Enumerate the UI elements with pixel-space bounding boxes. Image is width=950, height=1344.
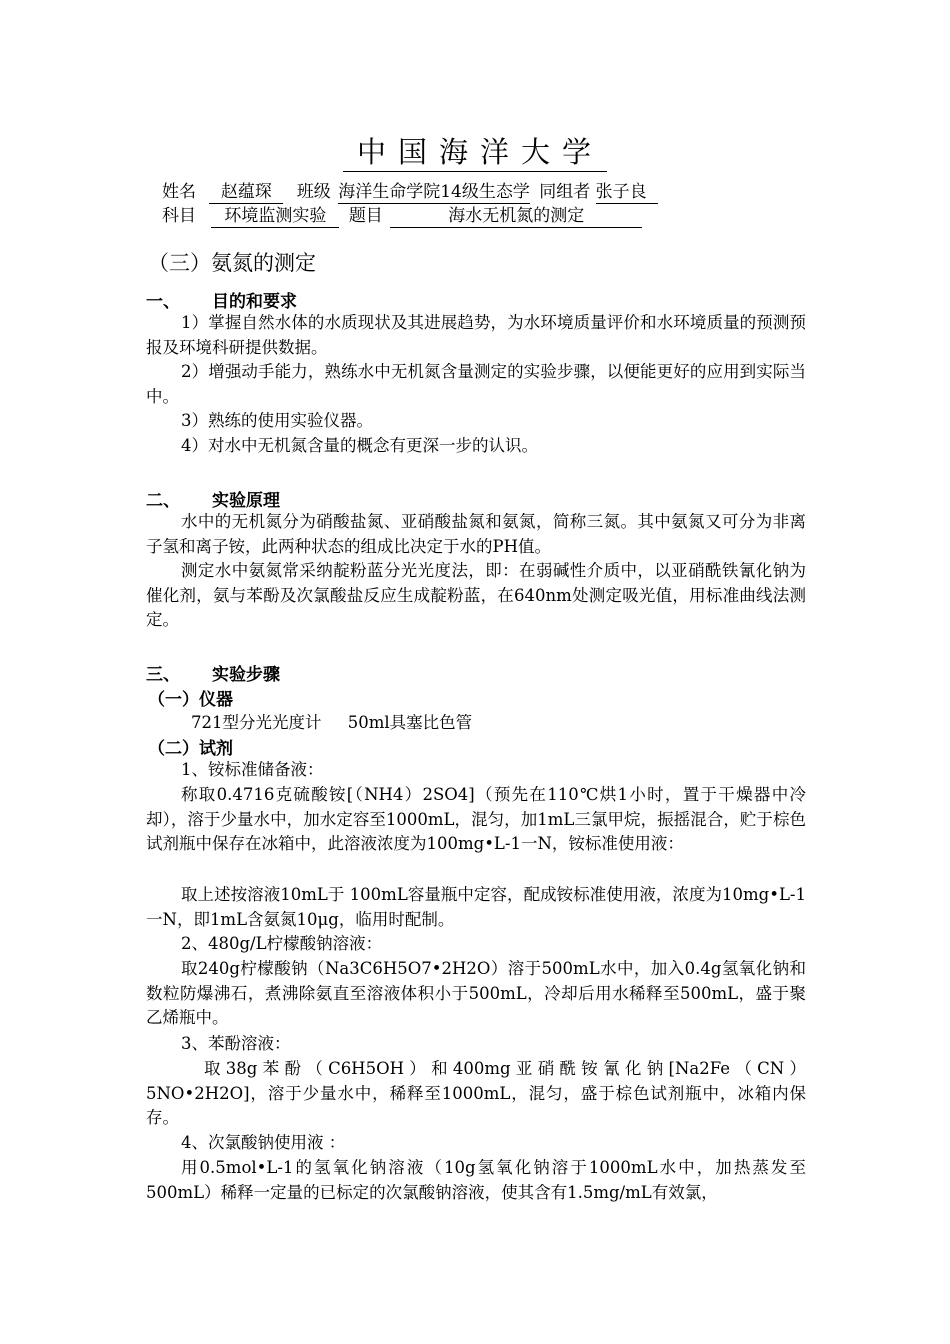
reagent-title: 2、480g/L柠檬酸钠溶液： (181, 934, 383, 953)
instruments-line: 721型分光光度计 50ml具塞比色管 (191, 713, 473, 732)
paragraph: 取38g苯酚（C6H5OH）和400mg亚硝酰铵氰化钠[Na2Fe（CN）5NO•2H2O]，溶于少量水中，稀释至1000mL，混匀，盛于棕色试剂瓶中，冰箱内保存。 (146, 1059, 806, 1127)
subheading-instruments: （一）仪器 (148, 690, 233, 710)
partner-label: 同组者 (539, 182, 591, 202)
paragraph: 水中的无机氮分为硝酸盐氮、亚硝酸盐氮和氨氮，简称三氮。其中氨氮又可分为非离子氢和离子铵，此两种状态的组成比决定于水的PH值。 (146, 512, 806, 556)
paragraph: 取上述按溶液10mL于 100mL容量瓶中定容，配成铵标准使用液，浓度为10mg•L-1一N，即1mL含氨氮10μg，临用时配制。 (146, 885, 806, 929)
class-label: 班级 (296, 182, 331, 202)
class-value: 海洋生命学院14级生态学 (338, 177, 530, 204)
topic-label: 题目 (348, 206, 383, 226)
reagent-title: 3、苯酚溶液： (181, 1034, 291, 1053)
paragraph: 2）增强动手能力，熟练水中无机氮含量测定的实验步骤，以便能更好的应用到实际当中。 (146, 362, 806, 406)
paragraph: 1）掌握自然水体的水质现状及其进展趋势，为水环境质量评价和水环境质量的预测预报及环境科研提供数据。 (146, 313, 806, 357)
paragraph: 3）熟练的使用实验仪器。 (181, 411, 373, 430)
subject-label: 科目 (162, 206, 196, 226)
paragraph: 称取0.4716克硫酸铵[（NH4）2SO4]（预先在110℃烘1小时，置于干燥器中冷却），溶于少量水中，加水定容至1000mL，混匀，加1mL三氯甲烷，振摇混合，贮于棕色试剂瓶中保存在冰箱中，此溶液浓度为100mg•L-1一N，铵标准使用液： (146, 785, 806, 853)
name-label: 姓名 (162, 182, 196, 202)
paragraph: 取240g柠檬酸钠（Na3C6H5O7•2H2O）溶于500mL水中，加入0.4g氢氧化钠和数粒防爆沸石，煮沸除氨直至溶液体积小于500mL，冷却后用水稀释至500mL，盛于聚乙烯瓶中。 (146, 959, 806, 1027)
partner-value: 张子良 (596, 177, 658, 204)
section-heading: （三）氨氮的测定 (148, 251, 316, 275)
university-title (0, 130, 950, 171)
reagent-title: 4、次氯酸钠使用液 ： (181, 1133, 346, 1152)
heading-number: 三、 (146, 665, 180, 685)
info-line-1 (162, 177, 658, 204)
paragraph: 4）对水中无机氮含量的概念有更深一步的认识。 (181, 436, 538, 455)
heading-steps (146, 660, 280, 685)
title-text: 中国海洋大学 (343, 135, 607, 172)
heading-text: 目的和要求 (212, 292, 297, 312)
heading-number: 二、 (146, 491, 180, 511)
paragraph: 用0.5mol•L-1的氢氧化钠溶液（10g氢氧化钠溶于1000mL水中，加热蒸发至500mL）稀释一定量的已标定的次氯酸钠溶液，使其含有1.5mg/mL有效氯， (146, 1158, 806, 1202)
heading-text: 实验原理 (212, 491, 280, 511)
info-line-2 (162, 201, 642, 228)
paragraph: 测定水中氨氮常采纳靛粉蓝分光光度法，即：在弱碱性介质中，以亚硝酰铁氰化钠为催化剂，氨与苯酚及次氯酸盐反应生成靛粉蓝，在640nm处测定吸光值，用标准曲线法测定。 (146, 561, 806, 629)
heading-text: 实验步骤 (212, 665, 280, 685)
reagent-title: 1、铵标准储备液： (181, 760, 324, 779)
heading-number: 一、 (146, 292, 180, 312)
name-value: 赵蕴琛 (209, 177, 283, 204)
subject-value: 环境监测实验 (211, 201, 339, 228)
heading-purpose (146, 287, 297, 312)
subheading-reagents: （二）试剂 (148, 739, 233, 759)
heading-principle (146, 486, 280, 511)
topic-value: 海水无机氮的测定 (390, 201, 642, 228)
